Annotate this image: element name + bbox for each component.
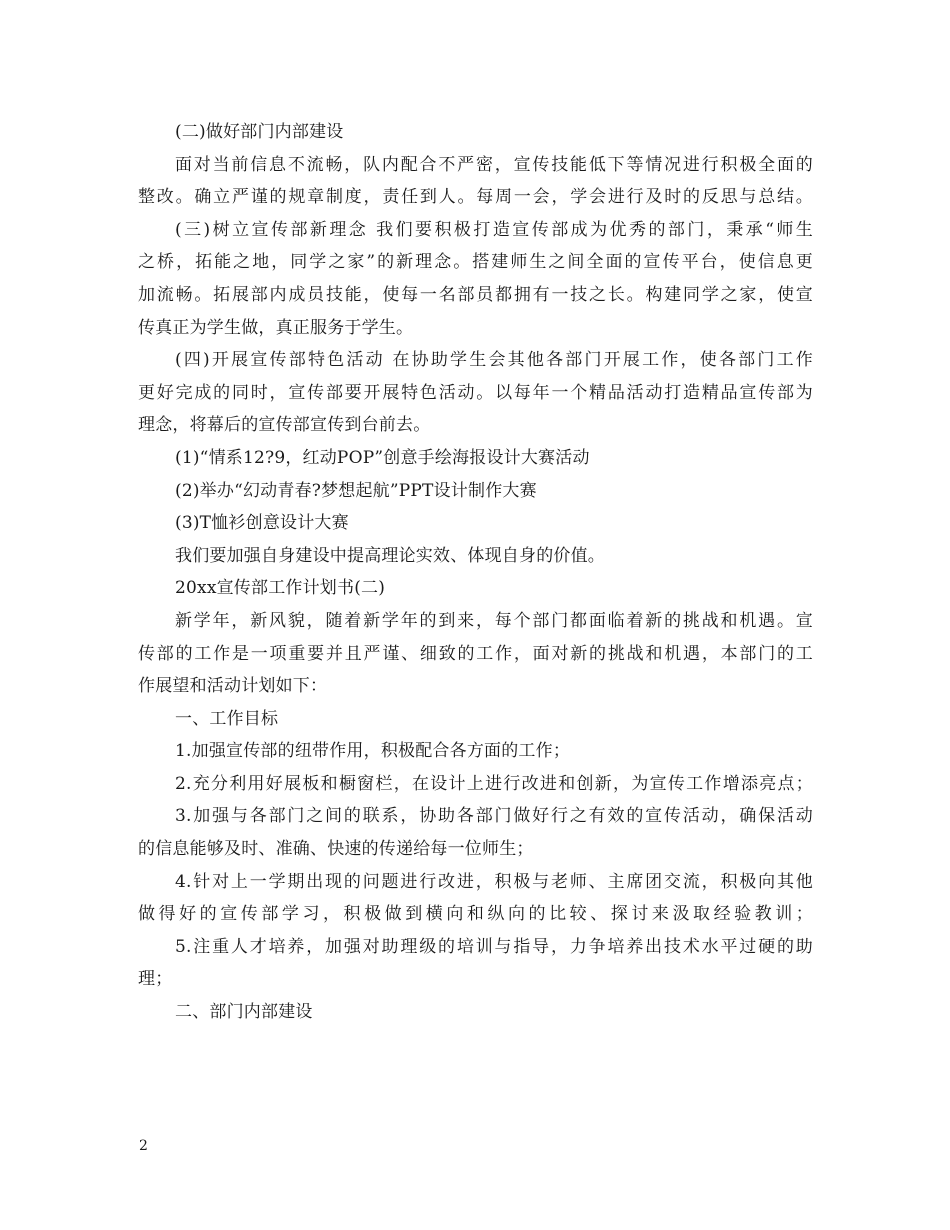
text-line: 一、工作目标 (175, 708, 279, 729)
text-line: 20xx宣传部工作计划书(二) (175, 578, 386, 599)
text-line: (2)举办“幻动青春?梦想起航”PPT设计制作大赛 (175, 480, 537, 501)
text-line: 我们要加强自身建设中提高理论实效、体现自身的价值。 (175, 545, 605, 566)
text-line: (四)开展宣传部特色活动 在协助学生会其他各部门开展工作，使各部门工作 (175, 350, 813, 371)
text-line: 1.加强宣传部的纽带作用，积极配合各方面的工作； (175, 741, 571, 762)
text-line: 2.充分利用好展板和橱窗栏，在设计上进行改进和创新，为宣传工作增添亮点； (175, 773, 813, 794)
text-line: 新学年，新风貌，随着新学年的到来，每个部门都面临着新的挑战和机遇。宣 (175, 610, 813, 631)
text-line: 二、部门内部建设 (175, 1002, 313, 1023)
text-line: 加流畅。拓展部内成员技能，使每一名部员都拥有一技之长。构建同学之家，使宣 (138, 284, 813, 305)
text-line: 传真正为学生做，真正服务于学生。 (138, 317, 414, 338)
text-line: 整改。确立严谨的规章制度，责任到人。每周一会，学会进行及时的反思与总结。 (138, 187, 813, 208)
text-line: 理； (138, 969, 173, 990)
text-line: 5.注重人才培养，加强对助理级的培训与指导，力争培养出技术水平过硬的助 (175, 936, 813, 957)
document-body (138, 116, 813, 1029)
text-line: 之桥，拓能之地，同学之家”的新理念。搭建师生之间全面的宣传平台，使信息更 (138, 252, 813, 273)
text-line: 作展望和活动计划如下： (138, 676, 328, 697)
text-line: 3.加强与各部门之间的联系，协助各部门做好行之有效的宣传活动，确保活动 (175, 806, 813, 827)
text-line: 面对当前信息不流畅，队内配合不严密，宣传技能低下等情况进行积极全面的 (175, 154, 813, 175)
text-line: 传部的工作是一项重要并且严谨、细致的工作，面对新的挑战和机遇，本部门的工 (138, 643, 813, 664)
text-line: 更好完成的同时，宣传部要开展特色活动。以每年一个精品活动打造精品宣传部为 (138, 382, 813, 403)
text-line: 4.针对上一学期出现的问题进行改进，积极与老师、主席团交流，积极向其他 (175, 871, 813, 892)
text-line: (3)T恤衫创意设计大赛 (175, 513, 349, 534)
text-line: 做得好的宣传部学习，积极做到横向和纵向的比较、探讨来汲取经验教训； (138, 904, 813, 925)
text-line: (1)“情系12?9，红动POP”创意手绘海报设计大赛活动 (175, 447, 590, 468)
text-line: (三)树立宣传部新理念 我们要积极打造宣传部成为优秀的部门，秉承“师生 (175, 219, 813, 240)
text-line: 理念，将幕后的宣传部宣传到台前去。 (138, 415, 431, 436)
page-number: 2 (139, 1138, 148, 1154)
text-line: (二)做好部门内部建设 (175, 122, 344, 142)
text-line: 的信息能够及时、准确、快速的传递给每一位师生； (138, 839, 534, 860)
